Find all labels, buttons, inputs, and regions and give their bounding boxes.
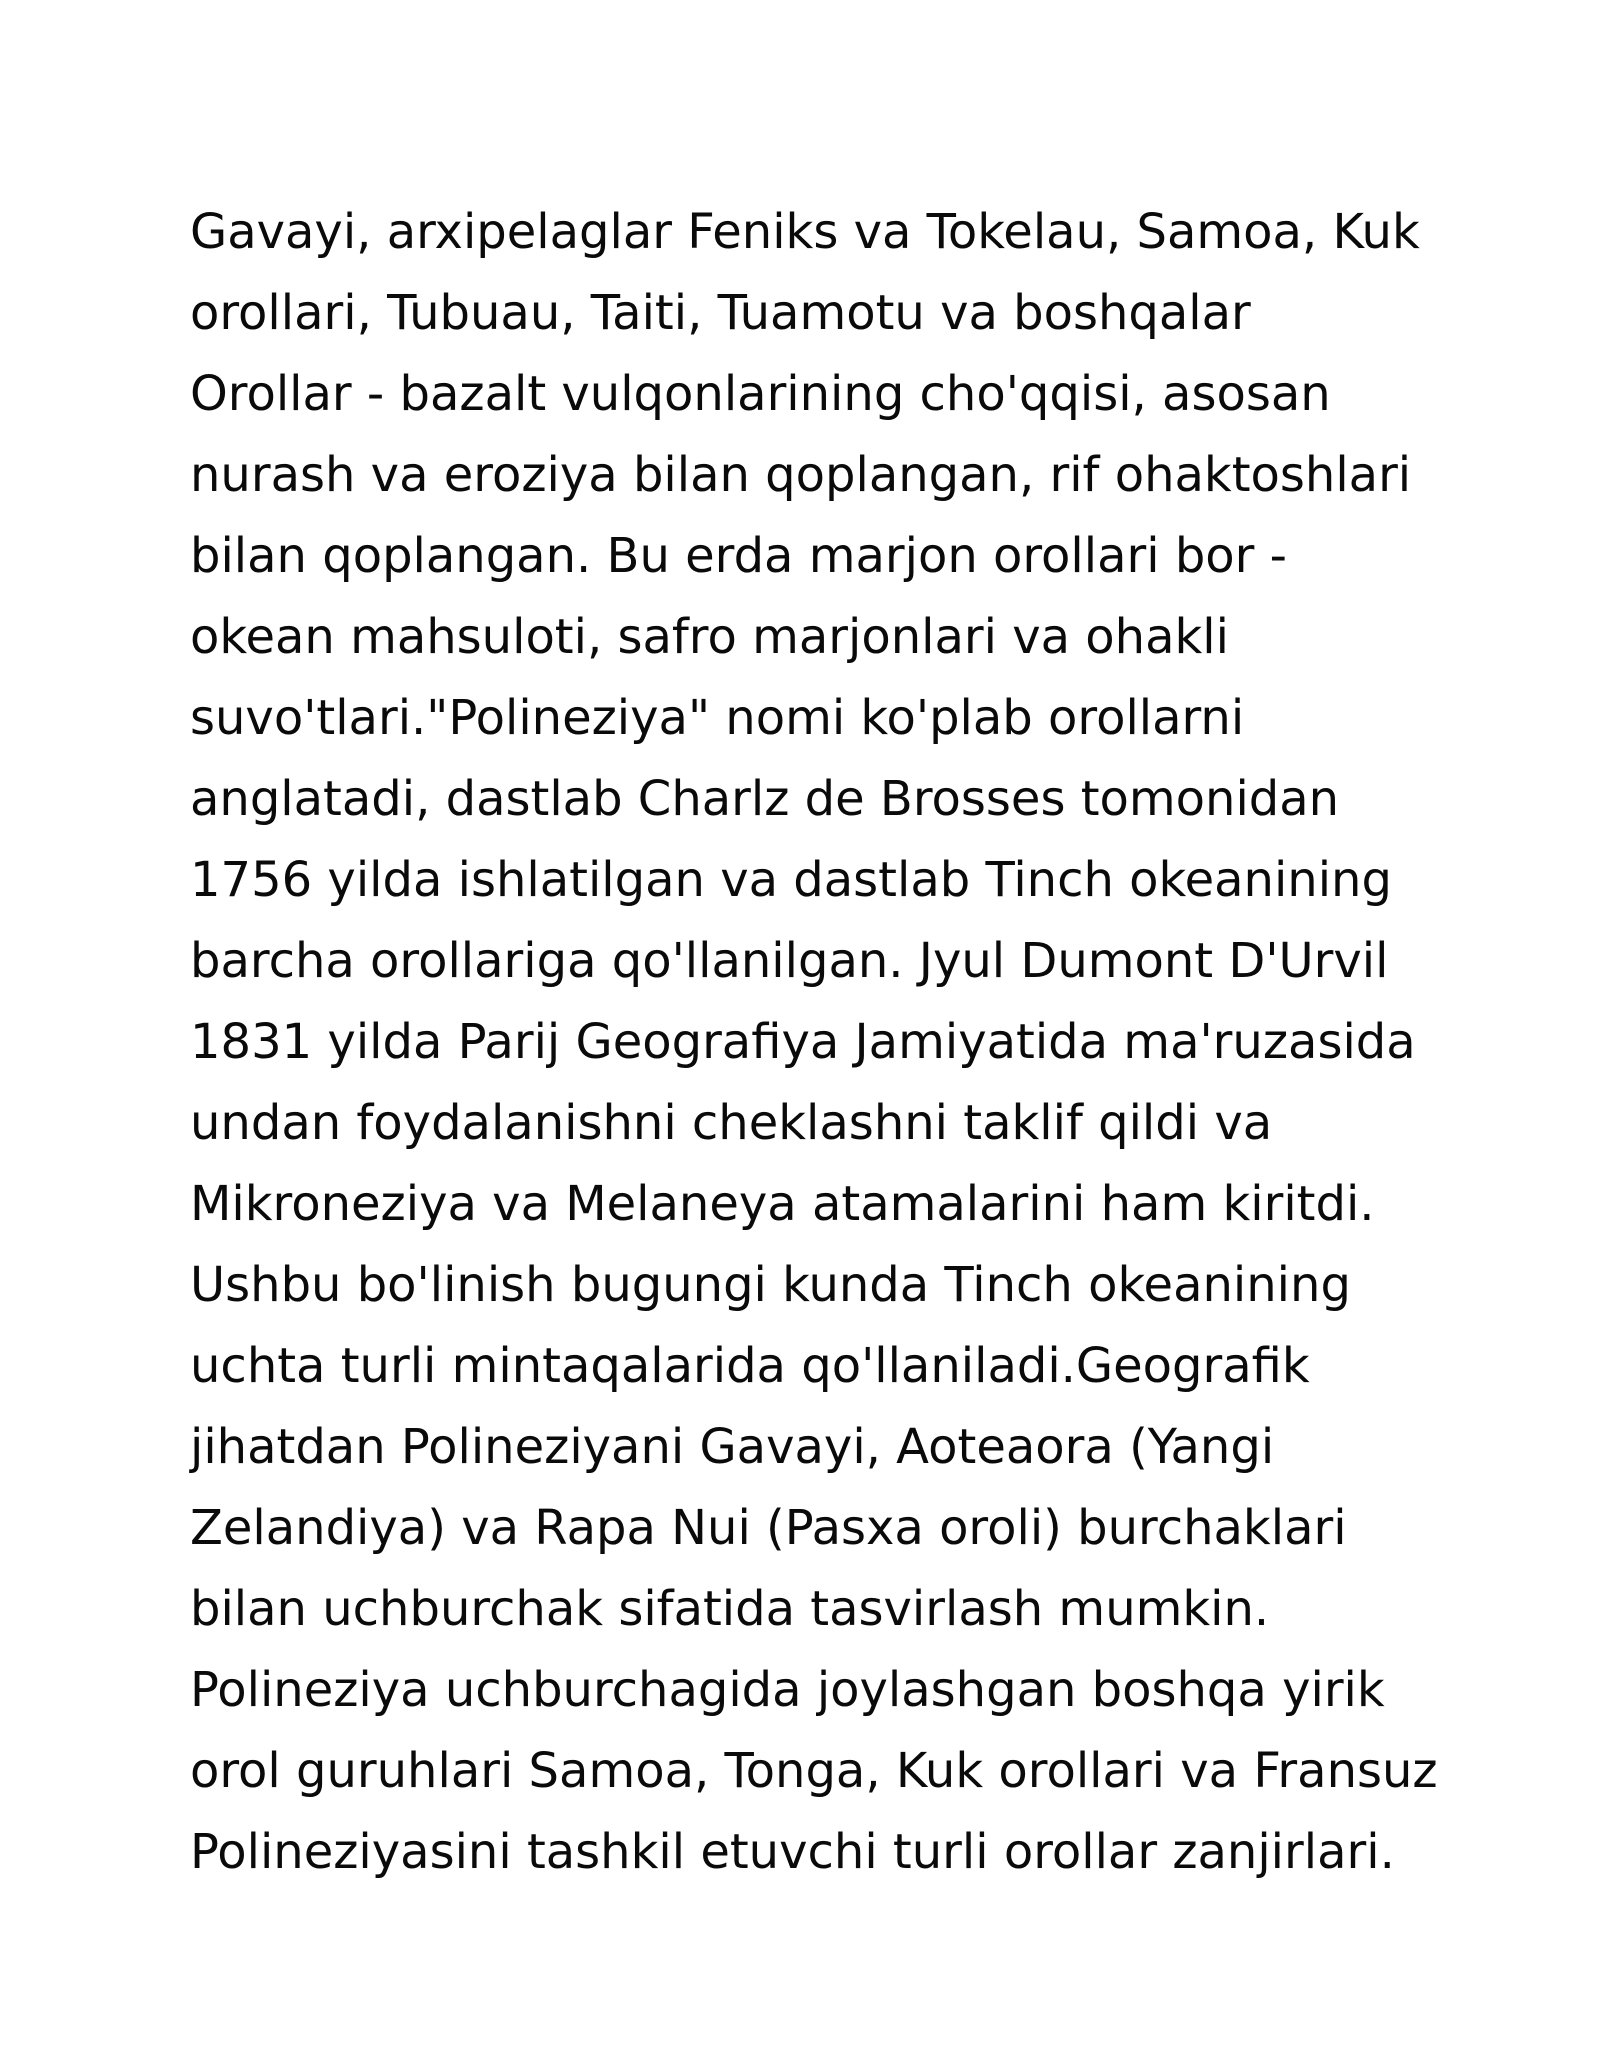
text-line: 1756 yilda ishlatilgan va dastlab Tinch okeanining — [190, 852, 1392, 908]
text-line: bilan qoplangan. Bu erda marjon orollari bor - — [190, 528, 1287, 584]
text-line: Gavayi, arxipelaglar Feniks va Tokelau, Samoa, Kuk — [190, 204, 1420, 260]
text-line: uchta turli mintaqalarida qo'llaniladi.Geografik — [190, 1338, 1310, 1394]
text-line: Polineziya uchburchagida joylashgan boshqa yirik — [190, 1662, 1385, 1718]
text-line: orol guruhlari Samoa, Tonga, Kuk orollari va Fransuz — [190, 1743, 1438, 1799]
text-line: Ushbu bo'linish bugungi kunda Tinch okeanining — [190, 1257, 1351, 1313]
text-line: Mikroneziya va Melaneya atamalarini ham kiritdi. — [190, 1176, 1375, 1232]
text-line: Polineziyasini tashkil etuvchi turli orollar zanjirlari. — [190, 1824, 1395, 1880]
text-line: Zelandiya) va Rapa Nui (Pasxa oroli) burchaklari — [190, 1500, 1347, 1556]
text-line: okean mahsuloti, safro marjonlari va ohakli — [190, 609, 1229, 665]
text-line: nurash va eroziya bilan qoplangan, rif ohaktoshlari — [190, 447, 1412, 503]
text-line: barcha orollariga qo'llanilgan. Jyul Dumont D'Urvil — [190, 933, 1389, 989]
text-line: 1831 yilda Parij Geografiya Jamiyatida ma'ruzasida — [190, 1014, 1416, 1070]
text-line: bilan uchburchak sifatida tasvirlash mumkin. — [190, 1581, 1270, 1637]
text-line: undan foydalanishni cheklashni taklif qildi va — [190, 1095, 1273, 1151]
text-line: jihatdan Polineziyani Gavayi, Aoteaora (Yangi — [190, 1419, 1275, 1475]
text-line: Orollar - bazalt vulqonlarining cho'qqisi, asosan — [190, 366, 1331, 422]
text-line: suvo'tlari."Polineziya" nomi ko'plab orollarni — [190, 690, 1245, 746]
text-line: orollari, Tubuau, Taiti, Tuamotu va boshqalar — [190, 285, 1251, 341]
text-line: anglatadi, dastlab Charlz de Brosses tomonidan — [190, 771, 1340, 827]
body-text — [190, 192, 1490, 1893]
